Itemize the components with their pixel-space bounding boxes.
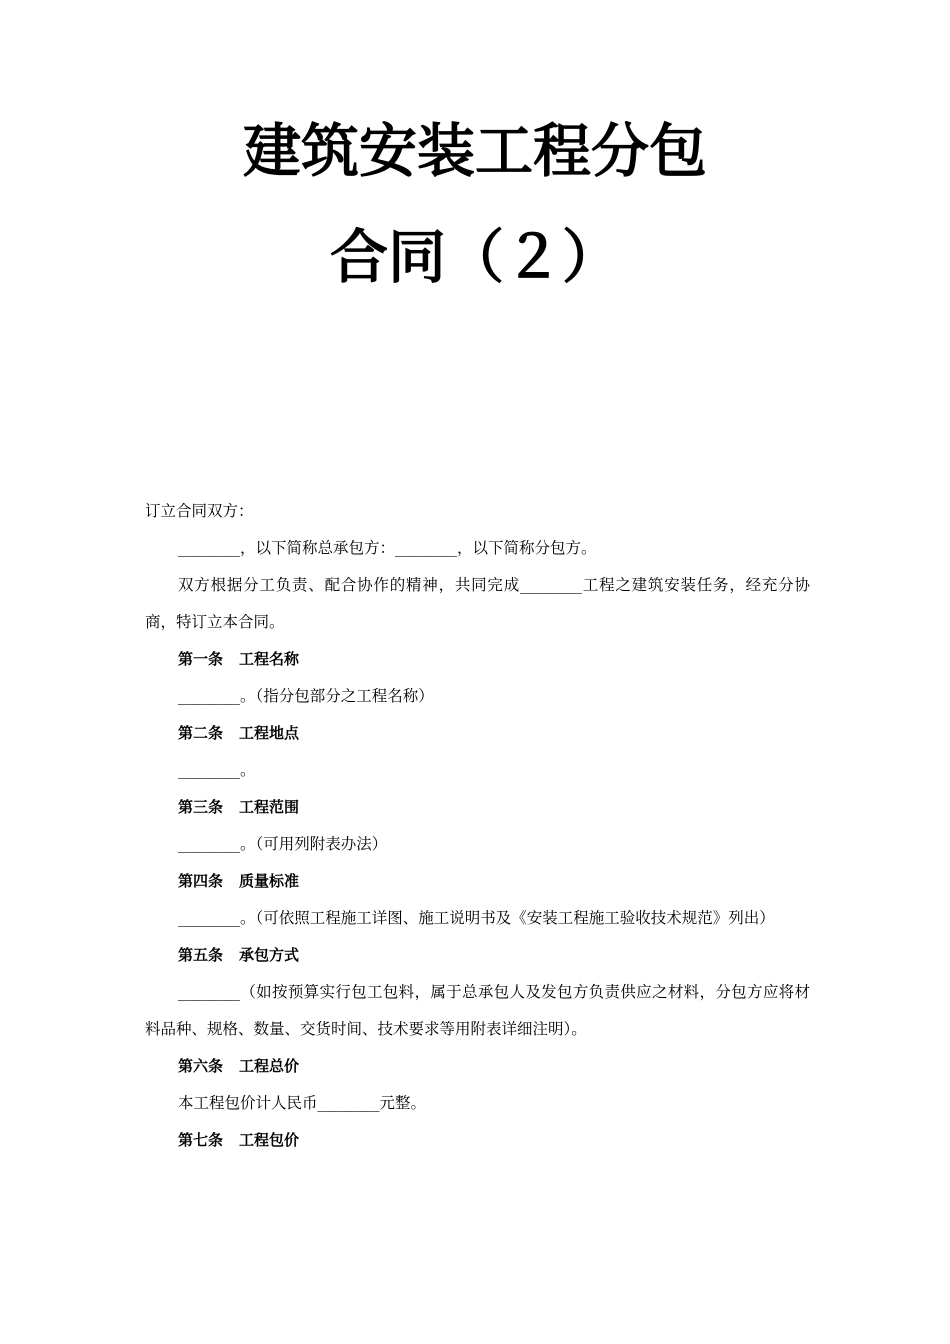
purpose-paragraph: 双方根据分工负责、配合协作的精神，共同完成________工程之建筑安装任务，经充分协商，特订立本合同。	[145, 576, 810, 631]
intro-label: 订立合同双方：	[145, 502, 254, 520]
article-6-text: 本工程包价计人民币________元整。	[178, 1094, 427, 1112]
article-1-number: 第一条	[178, 650, 224, 668]
article-5-heading	[145, 937, 810, 974]
article-1-heading	[145, 641, 810, 678]
article-4-heading	[145, 863, 810, 900]
article-1-title: 工程名称	[239, 650, 300, 668]
article-5-number: 第五条	[178, 946, 224, 964]
article-7-title: 工程包价	[239, 1131, 300, 1149]
article-3-text: ________。（可用列附表办法）	[178, 835, 388, 853]
article-3-heading	[145, 789, 810, 826]
article-4-text: ________。（可依照工程施工详图、施工说明书及《安装工程施工验收技术规范》列出）	[178, 909, 775, 927]
article-4-title: 质量标准	[239, 872, 300, 890]
article-2-text: ________。	[178, 761, 256, 779]
article-2-number: 第二条	[178, 724, 224, 742]
article-2-heading	[145, 715, 810, 752]
article-6-title: 工程总价	[239, 1057, 300, 1075]
article-4-number: 第四条	[178, 872, 224, 890]
article-3-title: 工程范围	[239, 798, 300, 816]
article-1-text: ________。（指分包部分之工程名称）	[178, 687, 434, 705]
parties-paragraph: ________，以下简称总承包方：________，以下简称分包方。	[178, 539, 597, 557]
article-6-heading	[145, 1048, 810, 1085]
contract-body	[145, 493, 810, 1159]
article-3-number: 第三条	[178, 798, 224, 816]
article-5-text: ________（如按预算实行包工包料，属于总承包人及发包方负责供应之材料，分包方应将材料品种、规格、数量、交货时间、技术要求等用附表详细注明）。	[145, 983, 810, 1038]
article-6-number: 第六条	[178, 1057, 224, 1075]
article-7-heading	[145, 1122, 810, 1159]
document-title-line-1: 建筑安装工程分包	[242, 117, 707, 185]
document-title-line-2: 合同（２）	[329, 223, 620, 291]
article-5-title: 承包方式	[239, 946, 300, 964]
article-7-number: 第七条	[178, 1131, 224, 1149]
article-2-title: 工程地点	[239, 724, 300, 742]
